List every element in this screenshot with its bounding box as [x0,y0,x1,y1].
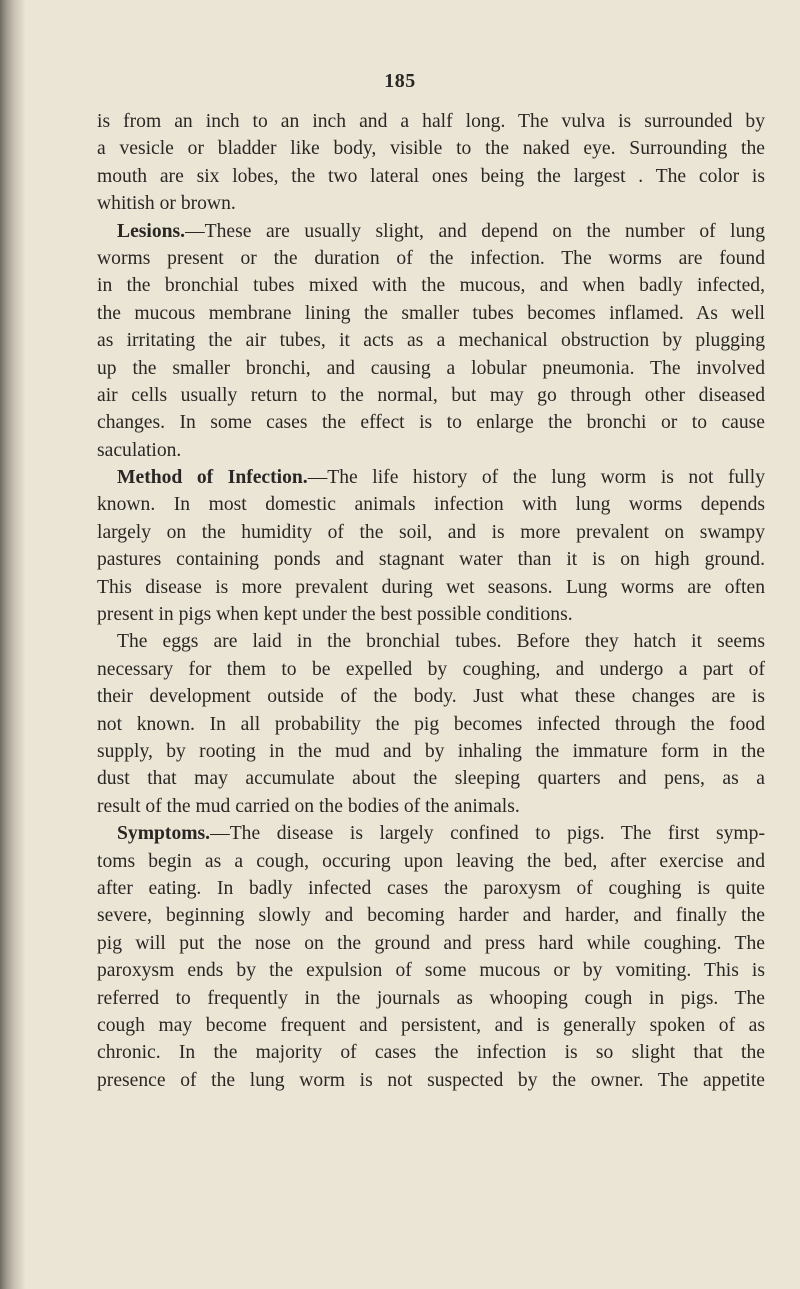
line-text: changes. In some cases the effect is to enlarge the bronchi or to cause [97,412,765,434]
text-line [97,491,765,518]
line-text: necessary for them to be expelled by coughing, and undergo a part of [97,658,765,680]
text-line [97,656,765,683]
paragraph [97,628,765,820]
text-line [97,820,765,847]
line-text: worms present or the duration of the infection. The worms are found [97,247,765,269]
line-text: This disease is more prevalent during wet seasons. Lung worms are often [97,576,765,598]
text-line [97,135,765,162]
line-text: air cells usually return to the normal, but may go through other diseased [97,384,765,406]
text-line [97,957,765,984]
line-text: toms begin as a cough, occuring upon leaving the bed, after exercise and [97,850,765,872]
paragraph [97,464,765,628]
line-text: largely on the humidity of the soil, and is more prevalent on swampy [97,521,765,543]
text-line [97,930,765,957]
line-text: chronic. In the majority of cases the infection is so slight that the [97,1042,765,1064]
text-line [97,985,765,1012]
text-line [97,1067,765,1094]
paragraph [97,108,765,218]
text-line [97,601,765,628]
text-line [97,327,765,354]
line-text: saculation. [97,439,182,461]
text-line [97,355,765,382]
line-text: result of the mud carried on the bodies of the animals. [97,795,520,817]
text-line [97,683,765,710]
line-text: a vesicle or bladder like body, visible to the naked eye. Surrounding the [97,138,765,160]
line-text: referred to frequently in the journals as whooping cough in pigs. The [97,987,765,1009]
line-text: severe, beginning slowly and becoming harder and harder, and finally the [97,905,765,927]
text-line [97,245,765,272]
line-text: present in pigs when kept under the best possible conditions. [97,604,573,626]
line-text: up the smaller bronchi, and causing a lobular pneumonia. The involved [97,357,765,379]
text-line [97,1039,765,1066]
line-text: pastures containing ponds and stagnant water than it is on high ground. [97,549,765,571]
text-line [97,190,765,217]
book-binding-shadow [0,0,26,1289]
line-text: cough may become frequent and persistent, and is generally spoken of as [97,1014,765,1036]
text-line [97,272,765,299]
text-line [97,1012,765,1039]
line-text: in the bronchial tubes mixed with the mucous, and when badly infected, [97,275,765,297]
text-line [97,437,765,464]
text-line [97,711,765,738]
paragraph [97,820,765,1094]
section-heading: Symptoms. [117,823,211,845]
text-line [97,218,765,245]
line-text: the mucous membrane lining the smaller tubes becomes inflamed. As well [97,302,765,324]
line-text: known. In most domestic animals infection with lung worms depends [97,494,765,516]
line-text: The eggs are laid in the bronchial tubes. Before they hatch it seems [117,631,765,653]
text-line [97,574,765,601]
line-text: not known. In all probability the pig becomes infected through the food [97,713,765,735]
text-line [97,382,765,409]
line-text: paroxysm ends by the expulsion of some mucous or by vomiting. This is [97,960,765,982]
line-text: after eating. In badly infected cases the paroxysm of coughing is quite [97,877,765,899]
text-line [97,628,765,655]
text-line [97,793,765,820]
line-text: —The disease is largely confined to pigs. The first symp- [210,823,765,845]
page-number: 185 [384,70,416,92]
text-line [97,163,765,190]
section-heading: Lesions. [117,220,186,242]
text-line [97,765,765,792]
text-line [97,409,765,436]
line-text: pig will put the nose on the ground and press hard while coughing. The [97,932,765,954]
text-line [97,738,765,765]
text-line [97,546,765,573]
paragraph [97,218,765,465]
line-text: dust that may accumulate about the sleeping quarters and pens, as a [97,768,765,790]
section-heading: Method of Infection. [117,467,308,489]
line-text: —These are usually slight, and depend on the number of lung [185,220,765,242]
text-line [97,519,765,546]
line-text: as irritating the air tubes, it acts as a mechanical obstruction by plugging [97,330,765,352]
line-text: presence of the lung worm is not suspected by the owner. The appetite [97,1069,765,1091]
line-text: —The life history of the lung worm is not fully [307,467,765,489]
line-text: their development outside of the body. Just what these changes are is [97,686,765,708]
text-line [97,848,765,875]
line-text: is from an inch to an inch and a half long. The vulva is surrounded by [97,111,765,132]
line-text: mouth are six lobes, the two lateral ones being the largest . The color is [97,165,765,187]
body-text [97,108,765,1094]
text-line [97,464,765,491]
line-text: whitish or brown. [97,193,236,215]
text-line [97,875,765,902]
text-line [97,108,765,135]
text-line [97,300,765,327]
text-line [97,902,765,929]
line-text: supply, by rooting in the mud and by inhaling the immature form in the [97,740,765,762]
